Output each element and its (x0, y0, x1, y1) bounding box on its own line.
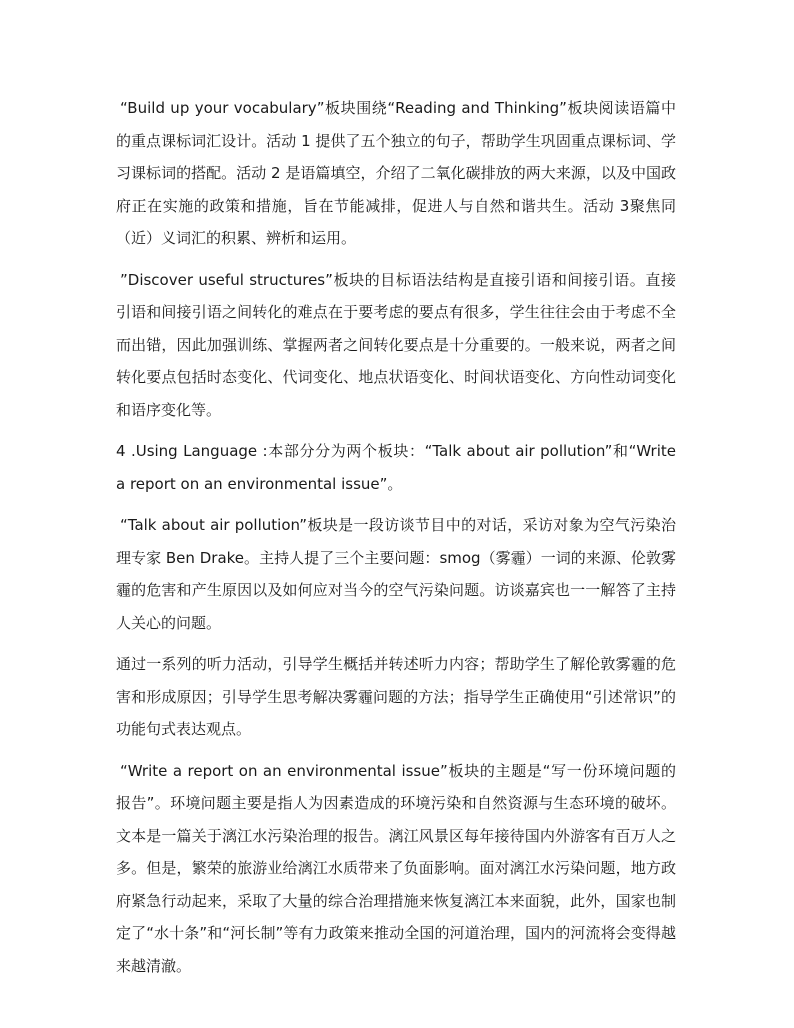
paragraph-vocabulary: “Build up your vocabulary”板块围绕“Reading and Thinking”板块阅读语篇中的重点课标词汇设计。活动 1 提供了五个独立的句子，帮助学生巩固重点课标词、学习课标词的搭配。活动 2 是语篇填空，介绍了二氧化碳排放的两大来源，以及中国政府正在实施的政策和措施，旨在节能减排，促进人与自然和谐共生。活动 3聚焦同（近）义词汇的积累、辨析和运用。 (116, 99, 676, 247)
document-page (116, 92, 676, 991)
paragraph-structures: ”Discover useful structures”板块的目标语法结构是直接引语和间接引语。直接引语和间接引语之间转化的难点在于要考虑的要点有很多，学生往往会由于考虑不全而出错，因此加强训练、掌握两者之间转化要点是十分重要的。一般来说，两者之间转化要点包括时态变化、代词变化、地点状语变化、时间状语变化、方向性动词变化和语序变化等。 (116, 270, 676, 419)
paragraph-environmental-report: “Write a report on an environmental issue”板块的主题是“写一份环境问题的报告”。环境问题主要是指人为因素造成的环境污染和自然资源与生态环境的破坏。文本是一篇关于漓江水污染治理的报告。漓江风景区每年接待国内外游客有百万人之多。但是，繁荣的旅游业给漓江水质带来了负面影响。面对漓江水污染问题，地方政府紧急行动起来，采取了大量的综合治理措施来恢复漓江本来面貌，此外，国家也制定了“水十条”和“河长制”等有力政策来推动全国的河道治理，国内的河流将会变得越来越清澈。 (116, 761, 676, 975)
paragraph-air-pollution: “Talk about air pollution”板块是一段访谈节目中的对话，采访对象为空气污染治理专家 Ben Drake。主持人提了三个主要问题：smog（雾霾）一词的来源、伦敦雾霾的危害和产生原因以及如何应对当今的空气污染问题。访谈嘉宾也一一解答了主持人关心的问题。 (116, 516, 676, 632)
paragraph-using-language: 4 .Using Language :本部分分为两个板块：“Talk about air pollution”和“Write a report on an environmental issue”。 (116, 442, 676, 493)
paragraph-listening-activities: 通过一系列的听力活动，引导学生概括并转述听力内容；帮助学生了解伦敦雾霾的危害和形成原因；引导学生思考解决雾霾问题的方法；指导学生正确使用“引述常识”的功能句式表达观点。 (116, 655, 676, 738)
